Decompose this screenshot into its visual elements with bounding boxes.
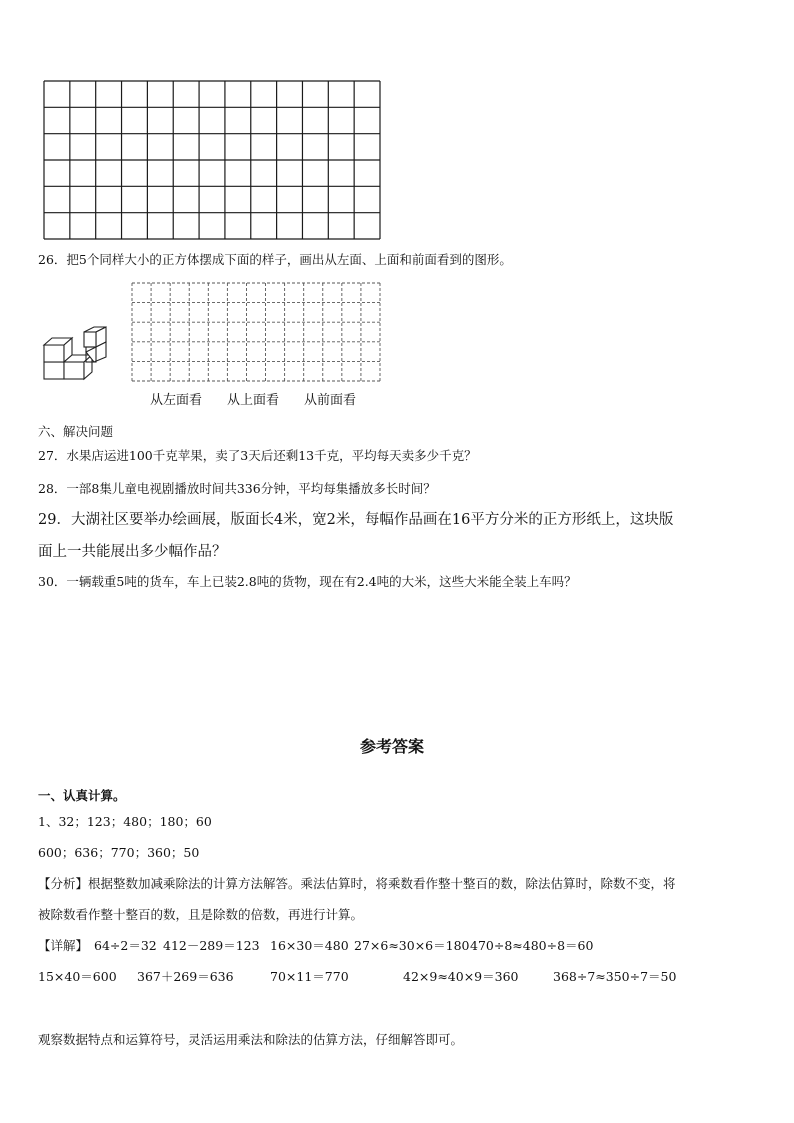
caption-front-view: 从前面看: [304, 393, 357, 408]
detail-item: 470÷8≈480÷8＝60: [470, 938, 594, 953]
analysis-tag: 【分析】: [38, 876, 89, 891]
drawing-dashed-grid: [131, 282, 381, 382]
detail-item: 16×30＝480: [270, 938, 349, 953]
answers-section-1: 一、认真计算。: [38, 788, 126, 803]
caption-top-view: 从上面看: [227, 393, 280, 408]
answer-grid: [43, 80, 381, 240]
detail-item: 15×40＝600: [38, 969, 117, 984]
detail-item: 70×11＝770: [270, 969, 349, 984]
analysis-line-1: [38, 874, 676, 892]
answer-summary: 观察数据特点和运算符号，灵活运用乘法和除法的估算方法，仔细解答即可。: [38, 1032, 464, 1047]
detail-item: 64÷2＝32: [94, 938, 157, 953]
analysis-line-2: 被除数看作整十整百的数，且是除数的倍数，再进行计算。: [38, 907, 364, 922]
answer-line-1: 1、32；123；480；180；60: [38, 814, 212, 829]
section-6-heading: 六、解决问题: [38, 424, 114, 439]
question-28: 28．一部8集儿童电视剧播放时间共336分钟，平均每集播放多长时间？: [38, 481, 436, 496]
detail-tag: 【详解】: [38, 938, 89, 953]
question-29-line-1: 29．大湖社区要举办绘画展，版面长4米，宽2米，每幅作品画在16平方分米的正方形纸上，这块版: [38, 512, 674, 528]
caption-left-view: 从左面看: [150, 393, 203, 408]
detail-item: 27×6≈30×6＝180: [354, 938, 470, 953]
detail-item: 412－289＝123: [163, 938, 260, 953]
detail-item: 42×9≈40×9＝360: [403, 969, 519, 984]
question-30: 30．一辆载重5吨的货车，车上已装2.8吨的货物，现在有2.4吨的大米，这些大米能全装上车吗？: [38, 574, 577, 589]
detail-item: 367＋269＝636: [137, 969, 234, 984]
question-29-line-2: 面上一共能展出多少幅作品？: [38, 544, 227, 560]
question-27: 27．水果店运进100千克苹果，卖了3天后还剩13千克，平均每天卖多少千克？: [38, 448, 477, 463]
cube-stack-figure: [42, 326, 114, 382]
answers-title: 参考答案: [360, 737, 425, 756]
answer-line-2: 600；636；770；360；50: [38, 845, 200, 860]
question-26: 26．把5个同样大小的正方体摆成下面的样子，画出从左面、上面和前面看到的图形。: [38, 252, 512, 267]
detail-item: 368÷7≈350÷7＝50: [553, 969, 677, 984]
analysis-text-1: 根据整数加减乘除法的计算方法解答。乘法估算时，将乘数看作整十整百的数，除法估算时，除数不变，将: [88, 876, 676, 891]
